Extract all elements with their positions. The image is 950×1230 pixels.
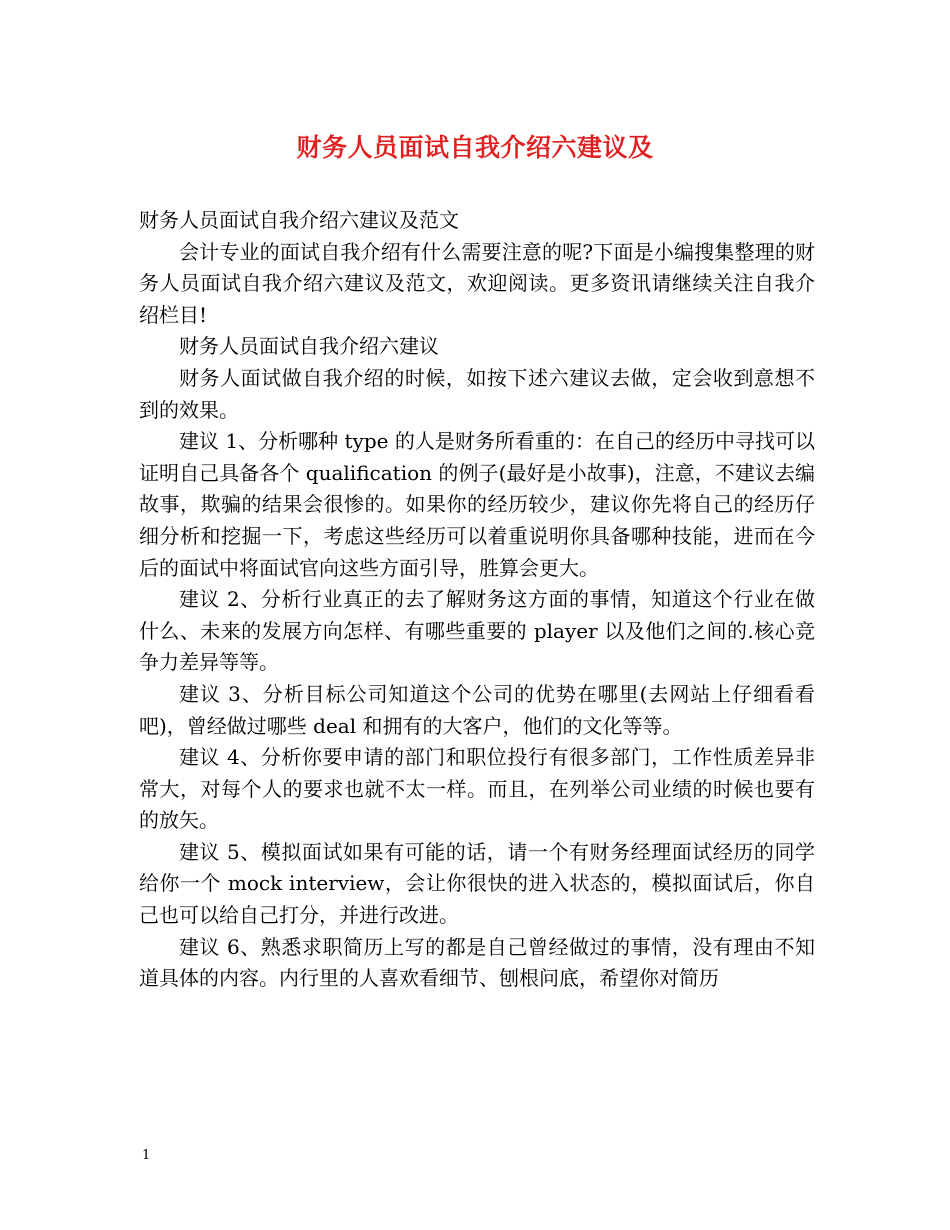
intro-paragraph: 会计专业的面试自我介绍有什么需要注意的呢?下面是小编搜集整理的财务人员面试自我介绍六建议及范文，欢迎阅读。更多资讯请继续关注自我介绍栏目!: [139, 239, 815, 327]
suggestion-5-paragraph: 建议 5、模拟面试如果有可能的话，请一个有财务经理面试经历的同学给你一个 mock interview，会让你很快的进入状态的，模拟面试后，你自己也可以给自己打分，并进行改进。: [139, 839, 815, 928]
subtitle-paragraph: 财务人员面试自我介绍六建议及范文: [139, 208, 459, 232]
suggestion-4-paragraph: 建议 4、分析你要申请的部门和职位投行有很多部门，工作性质差异非常大，对每个人的要求也就不太一样。而且，在列举公司业绩的时候也要有的放矢。: [139, 745, 815, 833]
suggestion-1-paragraph: 建议 1、分析哪种 type 的人是财务所看重的：在自己的经历中寻找可以证明自己具备各个 qualification 的例子(最好是小故事)，注意，不建议去编故事，欺骗的结果会很惨的。如果你的经历较少，建议你先将自己的经历仔细分析和挖掘一下，考虑这些经历可以着重说明你具备哪种技能，进而在今后的面试中将面试官向这些方面引导，胜算会更大。: [139, 429, 815, 580]
suggestion-2-paragraph: 建议 2、分析行业真正的去了解财务这方面的事情，知道这个行业在做什么、未来的发展方向怎样、有哪些重要的 player 以及他们之间的.核心竞争力差异等等。: [139, 587, 815, 675]
suggestion-3-paragraph: 建议 3、分析目标公司知道这个公司的优势在哪里(去网站上仔细看看吧)，曾经做过哪些 deal 和拥有的大客户，他们的文化等等。: [139, 681, 815, 738]
document-title: 财务人员面试自我介绍六建议及: [296, 133, 654, 162]
section-heading: 财务人员面试自我介绍六建议: [179, 334, 439, 359]
document-body: [139, 205, 815, 995]
page-number: 1: [142, 1148, 151, 1163]
body-paragraph: 财务人面试做自我介绍的时候，如按下述六建议去做，定会收到意想不到的效果。: [139, 365, 815, 422]
suggestion-6-paragraph: 建议 6、熟悉求职简历上写的都是自己曾经做过的事情，没有理由不知道具体的内容。内行里的人喜欢看细节、刨根问底，希望你对简历: [139, 934, 815, 991]
